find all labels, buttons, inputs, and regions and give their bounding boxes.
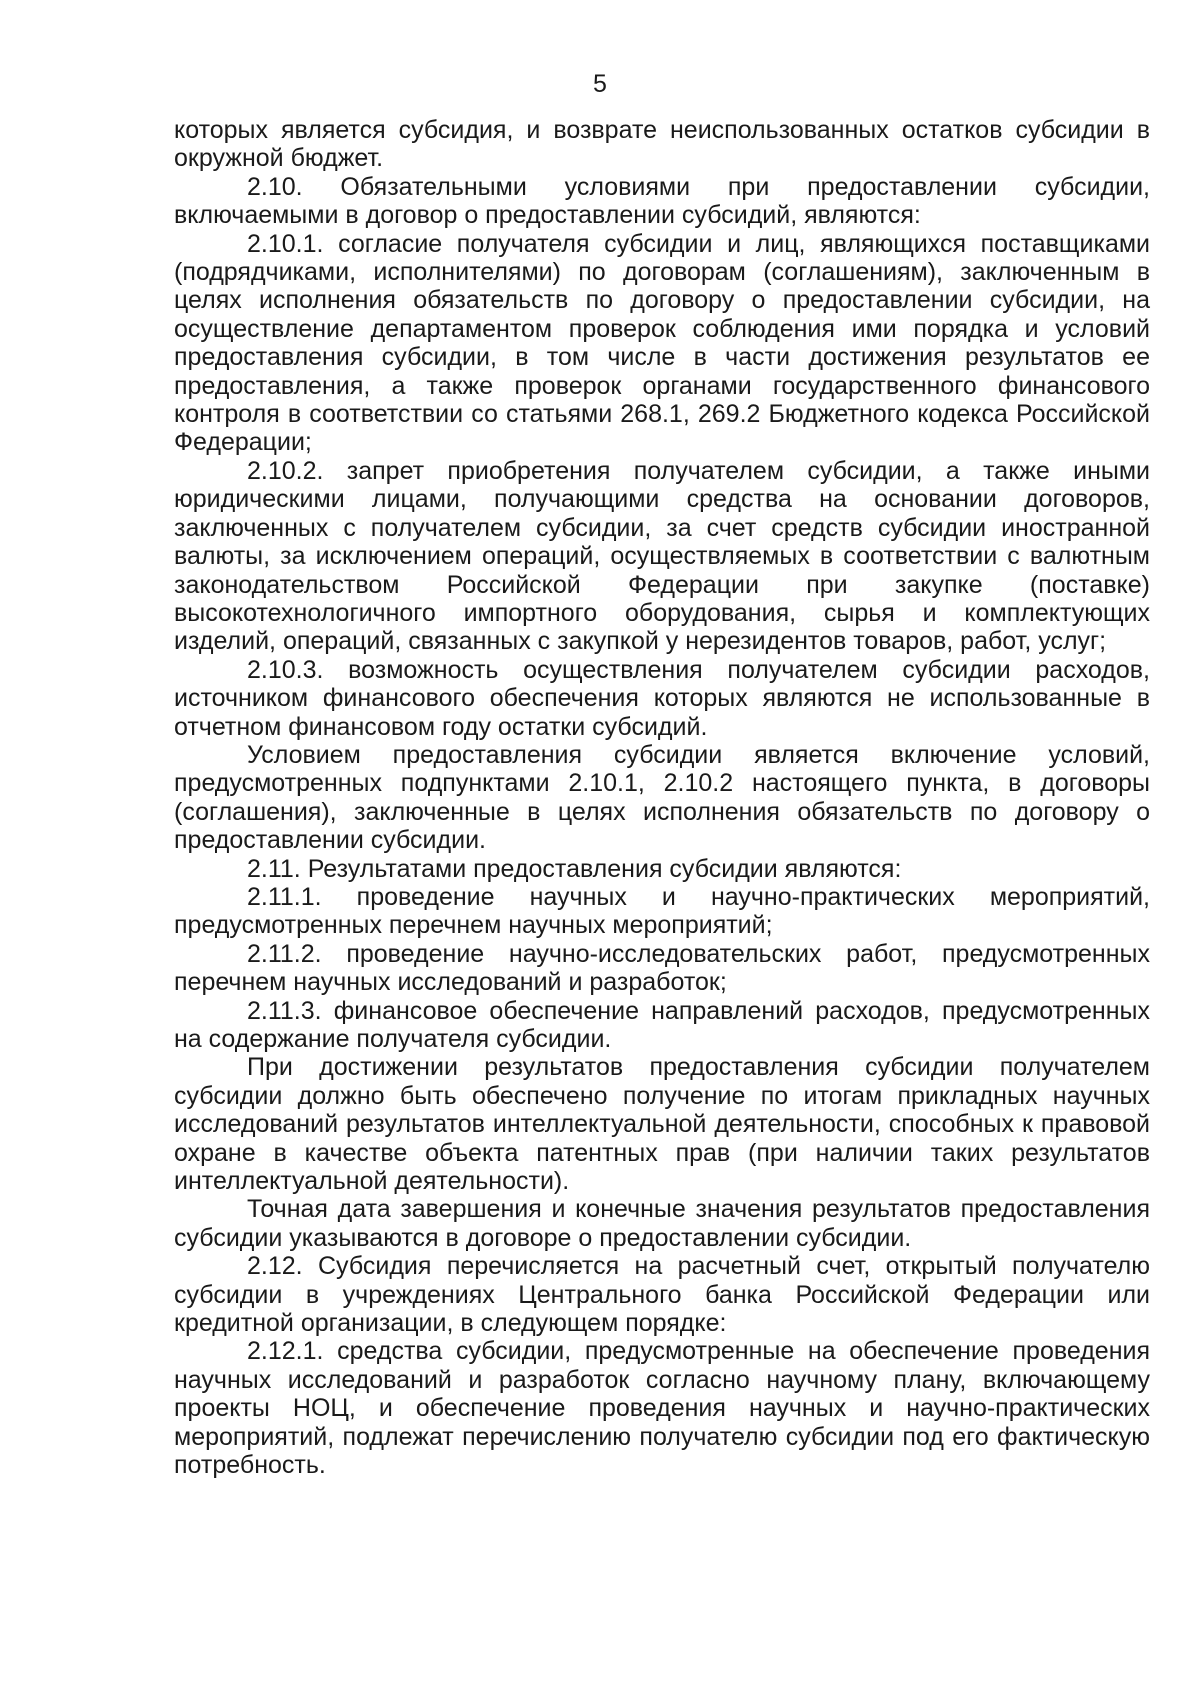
paragraph: 2.10.1. согласие получателя субсидии и лиц, являющихся поставщиками (подрядчиками, исполнителями) по договорам (соглашениям), заключенным в целях исполнения обязательств по договору о предоставлении субсидии, на осуществление департаментом проверок соблюдения ими порядка и условий предоставления субсидии, в том числе в части достижения результатов ее предоставления, а также проверок органами государственного финансового контроля в соответствии со статьями 268.1, 269.2 Бюджетного кодекса Российской Федерации; — [174, 229, 1150, 457]
page-number: 5 — [593, 70, 607, 98]
paragraph: 2.11.3. финансовое обеспечение направлений расходов, предусмотренных на содержание получателя субсидии. — [174, 996, 1150, 1053]
paragraph: При достижении результатов предоставления субсидии получателем субсидии должно быть обеспечено получение по итогам прикладных научных исследований результатов интеллектуальной деятельности, способных к правовой охране в качестве объекта патентных прав (при наличии таких результатов интеллектуальной деятельности). — [174, 1053, 1150, 1196]
paragraph: Точная дата завершения и конечные значения результатов предоставления субсидии указываются в договоре о предоставлении субсидии. — [174, 1195, 1150, 1252]
paragraph: Условием предоставления субсидии является включение условий, предусмотренных подпунктами 2.10.1, 2.10.2 настоящего пункта, в договоры (соглашения), заключенные в целях исполнения обязательств по договору о предоставлении субсидии. — [174, 740, 1150, 855]
paragraph: 2.12.1. средства субсидии, предусмотренные на обеспечение проведения научных исследований и разработок согласно научному плану, включающему проекты НОЦ, и обеспечение проведения научных и научно-практических мероприятий, подлежат перечислению получателю субсидии под его фактическую потребность. — [174, 1337, 1150, 1480]
paragraph: 2.10.2. запрет приобретения получателем субсидии, а также иными юридическими лицами, получающими средства на основании договоров, заключенных с получателем субсидии, за счет средств субсидии иностранной валюты, за исключением операций, осуществляемых в соответствии с валютным законодательством Российской Федерации при закупке (поставке) высокотехнологичного импортного оборудования, сырья и комплектующих изделий, операций, связанных с закупкой у нерезидентов товаров, работ, услуг; — [174, 456, 1150, 656]
paragraph: 2.11.1. проведение научных и научно-практических мероприятий, предусмотренных перечнем научных мероприятий; — [174, 882, 1150, 940]
document-body — [174, 116, 1150, 1480]
paragraph: которых является субсидия, и возврате неиспользованных остатков субсидии в окружной бюджет. — [174, 116, 1150, 173]
paragraph: 2.10.3. возможность осуществления получателем субсидии расходов, источником финансового обеспечения которых являются не использованные в отчетном финансовом году остатки субсидий. — [174, 655, 1150, 741]
paragraph: 2.11. Результатами предоставления субсидии являются: — [247, 854, 902, 883]
paragraph: 2.11.2. проведение научно-исследовательских работ, предусмотренных перечнем научных исследований и разработок; — [174, 939, 1150, 997]
paragraph: 2.10. Обязательными условиями при предоставлении субсидии, включаемыми в договор о предоставлении субсидий, являются: — [174, 172, 1150, 230]
paragraph: 2.12. Субсидия перечисляется на расчетный счет, открытый получателю субсидии в учреждениях Центрального банка Российской Федерации или кредитной организации, в следующем порядке: — [174, 1252, 1150, 1338]
